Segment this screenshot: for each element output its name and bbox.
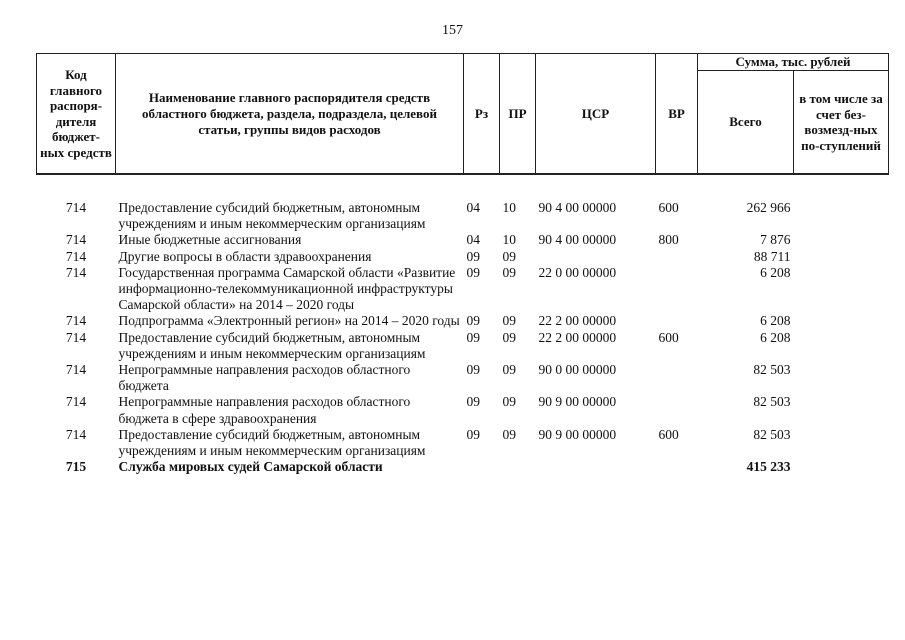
table-row: [37, 200, 889, 232]
cell-free: [794, 265, 889, 314]
cell-name: Предоставление субсидий бюджетным, автономным учреждениям и иным некоммерческим организациям: [118, 426, 426, 459]
cell-pr: 09: [502, 362, 516, 378]
header-rz: Рз: [464, 54, 500, 175]
cell-csr: 90 9 00 00000: [538, 426, 617, 442]
table-row: [37, 427, 889, 459]
page-number: 157: [442, 23, 463, 38]
cell-pr: 09: [502, 329, 516, 345]
cell-code: 714: [65, 248, 87, 264]
table-row: [37, 459, 889, 475]
cell-csr: 22 2 00 00000: [538, 313, 617, 329]
cell-vr: 800: [658, 232, 679, 248]
cell-free: [794, 394, 889, 426]
header-sum-free: в том числе за счет без-возмезд-ных по-ступлений: [794, 71, 889, 175]
header-name: Наименование главного распорядителя средств областного бюджета, раздела, подраздела, целевой статьи, группы видов расходов: [116, 54, 464, 175]
cell-name: Предоставление субсидий бюджетным, автономным учреждениям и иным некоммерческим организациям: [118, 329, 426, 361]
table-row: [37, 313, 889, 329]
cell-vr: 600: [658, 426, 679, 442]
cell-free: [794, 249, 889, 265]
cell-csr: 22 2 00 00000: [538, 329, 617, 345]
table-row: [37, 330, 889, 362]
cell-total: 262 966: [746, 200, 791, 215]
table-row: [37, 265, 889, 314]
cell-free: [794, 313, 889, 329]
cell-vr: 600: [658, 329, 679, 345]
cell-vr: 600: [658, 200, 679, 215]
cell-vr: [656, 394, 698, 426]
cell-name: Иные бюджетные ассигнования: [118, 232, 302, 248]
cell-total: 6 208: [760, 313, 791, 329]
cell-total: 6 208: [760, 264, 791, 280]
table-row: [37, 362, 889, 394]
table-header: [37, 54, 889, 175]
header-pr: ПР: [500, 54, 536, 175]
cell-free: [794, 200, 889, 232]
header-csr: ЦСР: [536, 54, 656, 175]
cell-name: Подпрограмма «Электронный регион» на 2014 – 2020 годы: [118, 313, 460, 329]
cell-name: Непрограммные направления расходов областного бюджета в сфере здравоохранения: [118, 394, 411, 426]
cell-pr: 10: [502, 232, 516, 248]
cell-vr: [656, 265, 698, 314]
cell-code: 714: [65, 394, 87, 410]
cell-pr: 09: [502, 248, 516, 264]
cell-total: 82 503: [753, 362, 791, 378]
header-sum: Сумма, тыс. рублей: [698, 54, 889, 71]
header-sum-all: Всего: [698, 71, 794, 175]
cell-code: 714: [65, 264, 87, 280]
cell-vr: [656, 249, 698, 265]
table-body: [37, 174, 889, 475]
cell-name: Предоставление субсидий бюджетным, автономным учреждениям и иным некоммерческим организациям: [118, 200, 426, 232]
cell-free: [794, 330, 889, 362]
cell-csr: 90 0 00 00000: [538, 362, 617, 378]
cell-rz: 09: [466, 329, 480, 345]
cell-vr: [656, 362, 698, 394]
cell-csr: 90 4 00 00000: [538, 232, 617, 248]
cell-free: [794, 459, 889, 475]
cell-pr: [500, 459, 536, 475]
table-row: [37, 249, 889, 265]
cell-total: 82 503: [753, 394, 791, 410]
cell-rz: [464, 459, 500, 475]
cell-total: 88 711: [753, 248, 791, 264]
cell-rz: 09: [466, 394, 480, 410]
budget-table: [36, 53, 889, 475]
cell-rz: 09: [466, 426, 480, 442]
cell-vr: [656, 459, 698, 475]
cell-csr: 22 0 00 00000: [538, 264, 617, 280]
table-row: [37, 394, 889, 426]
table-row: [37, 232, 889, 248]
cell-csr: 90 4 00 00000: [538, 200, 617, 215]
cell-total: 415 233: [746, 459, 791, 475]
cell-code: 714: [65, 362, 87, 378]
cell-csr: [536, 249, 656, 265]
cell-pr: 09: [502, 313, 516, 329]
header-vr: ВР: [656, 54, 698, 175]
cell-name: Непрограммные направления расходов областного бюджета: [118, 362, 411, 394]
cell-rz: 09: [466, 313, 480, 329]
cell-rz: 09: [466, 248, 480, 264]
cell-code: 715: [65, 459, 87, 475]
cell-code: 714: [65, 426, 87, 442]
cell-rz: 04: [466, 200, 480, 215]
cell-total: 7 876: [760, 232, 791, 248]
cell-pr: 10: [502, 200, 516, 215]
cell-csr: [536, 459, 656, 475]
cell-rz: 09: [466, 362, 480, 378]
cell-pr: 09: [502, 394, 516, 410]
cell-free: [794, 362, 889, 394]
cell-rz: 04: [466, 232, 480, 248]
cell-name: Другие вопросы в области здравоохранения: [118, 248, 372, 264]
cell-code: 714: [65, 200, 87, 215]
cell-code: 714: [65, 329, 87, 345]
cell-free: [794, 232, 889, 248]
cell-rz: 09: [466, 264, 480, 280]
cell-code: 714: [65, 232, 87, 248]
cell-name: Служба мировых судей Самарской области: [118, 459, 383, 475]
cell-vr: [656, 313, 698, 329]
cell-pr: 09: [502, 426, 516, 442]
cell-name: Государственная программа Самарской области «Развитие информационно-телекоммуникационной инфраструктуры Самарской области» на 2014 – 2020 годы: [118, 264, 456, 313]
cell-code: 714: [65, 313, 87, 329]
cell-free: [794, 427, 889, 459]
cell-pr: 09: [502, 264, 516, 280]
cell-total: 6 208: [760, 329, 791, 345]
cell-total: 82 503: [753, 426, 791, 442]
header-code: Код главного распоря-дителя бюджет-ных средств: [37, 54, 116, 175]
cell-csr: 90 9 00 00000: [538, 394, 617, 410]
